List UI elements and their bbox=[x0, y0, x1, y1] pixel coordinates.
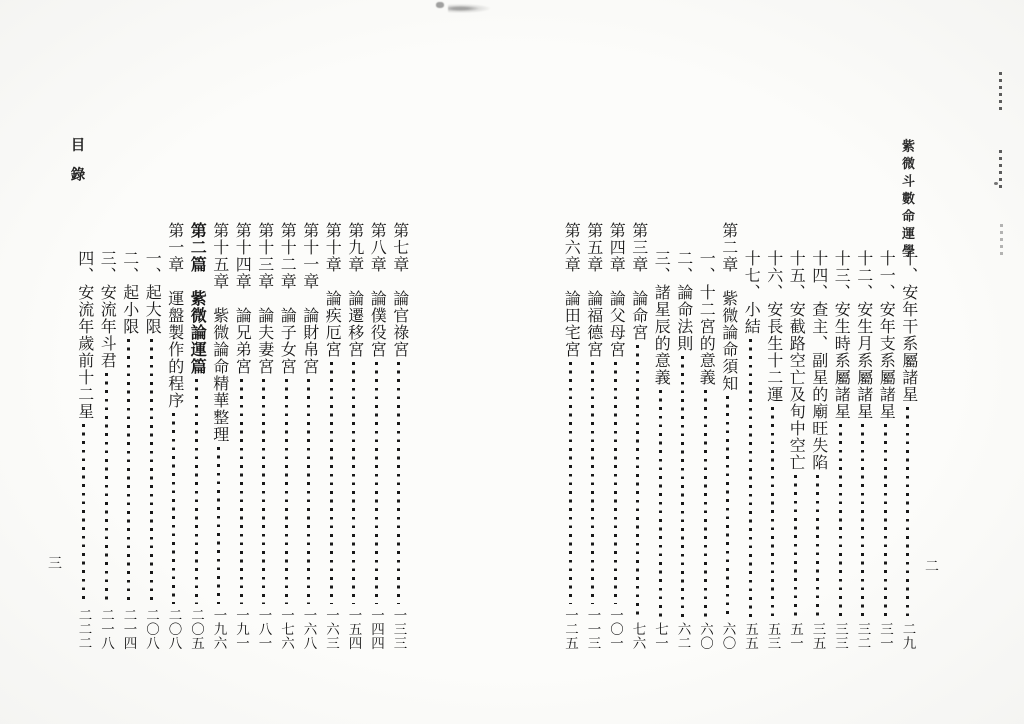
dotted-leader bbox=[330, 362, 333, 604]
toc-entry-title: 第十一章 論財帛宮 bbox=[300, 222, 318, 375]
toc-entry-page: 一一三 bbox=[585, 608, 601, 650]
dotted-leader bbox=[352, 362, 355, 604]
dotted-leader bbox=[636, 345, 639, 618]
toc-entry bbox=[118, 222, 141, 650]
toc-entry-page: 二〇八 bbox=[166, 608, 182, 650]
toc-entry-title: 第九章 論遷移宮 bbox=[345, 222, 363, 358]
toc-entry bbox=[230, 222, 253, 650]
dotted-leader bbox=[240, 379, 243, 604]
dotted-leader bbox=[172, 413, 175, 604]
toc-entry-title: 第十五章 紫微論命精華整理 bbox=[210, 222, 228, 443]
dotted-leader bbox=[105, 373, 108, 604]
dotted-leader bbox=[726, 396, 729, 618]
toc-entry-page: 一八一 bbox=[256, 608, 272, 650]
toc-entry-page: 一九六 bbox=[211, 608, 227, 650]
toc-entry bbox=[739, 222, 762, 650]
toc-entry-title: 十、安年干系屬諸星 bbox=[899, 250, 917, 403]
toc-entry bbox=[604, 222, 627, 650]
toc-entry-page: 二一八 bbox=[99, 608, 114, 650]
toc-entry-title: 十六、安長生十二運 bbox=[764, 250, 782, 403]
toc-entry-title: 第一章 運盤製作的程序 bbox=[165, 222, 183, 409]
dotted-leader bbox=[82, 424, 85, 604]
toc-entry-page: 一六三 bbox=[324, 608, 339, 650]
dotted-leader bbox=[816, 475, 819, 618]
toc-entry bbox=[807, 222, 830, 650]
dotted-leader bbox=[861, 424, 864, 618]
toc-entry-title: 第二篇 紫微論運篇 bbox=[188, 222, 206, 375]
book-title: 紫微斗數命運學 bbox=[900, 139, 915, 262]
toc-entry-title: 三、諸星辰的意義 bbox=[652, 250, 670, 386]
toc-entry-page: 七一 bbox=[653, 622, 668, 650]
dotted-leader bbox=[150, 339, 153, 604]
toc-entry-title: 第十二章 論子女宮 bbox=[278, 222, 296, 375]
left-page-folio: 三 bbox=[48, 557, 62, 572]
toc-left-page bbox=[72, 222, 410, 650]
dotted-leader bbox=[307, 379, 310, 604]
scan-artifact bbox=[994, 182, 998, 185]
toc-entry-page: 一三三 bbox=[391, 608, 407, 650]
toc-entry-title: 十四、查主、副星的廟旺失陷 bbox=[809, 250, 827, 471]
scan-artifact bbox=[436, 2, 444, 8]
toc-entry bbox=[185, 222, 208, 650]
dotted-leader bbox=[127, 339, 130, 604]
scan-artifact bbox=[999, 150, 1002, 192]
toc-entry bbox=[208, 222, 231, 650]
dotted-leader bbox=[681, 356, 684, 618]
dotted-leader bbox=[285, 379, 288, 604]
toc-entry bbox=[582, 222, 605, 650]
toc-entry-title: 十五、安截路空亡及旬中空亡 bbox=[787, 250, 805, 471]
dotted-leader bbox=[262, 379, 265, 604]
toc-entry-page: 二二二 bbox=[76, 608, 92, 650]
toc-entry bbox=[762, 222, 785, 650]
toc-entry-page: 六二 bbox=[675, 622, 691, 650]
toc-entry bbox=[649, 222, 672, 650]
toc-entry-title: 第十四章 論兄弟宮 bbox=[233, 222, 251, 375]
toc-entry bbox=[275, 222, 298, 650]
dotted-leader bbox=[749, 339, 752, 618]
toc-entry-page: 一四四 bbox=[369, 608, 384, 650]
toc-entry-title: 第六章 論田宅宮 bbox=[562, 222, 580, 358]
toc-entry bbox=[388, 222, 411, 650]
toc-entry-title: 十三、安生時系屬諸星 bbox=[832, 250, 850, 420]
toc-entry bbox=[343, 222, 366, 650]
toc-entry-page: 一五四 bbox=[346, 608, 362, 650]
dotted-leader bbox=[397, 362, 400, 604]
toc-entry-page: 六〇 bbox=[720, 622, 736, 650]
scan-artifact bbox=[448, 4, 490, 13]
toc-entry-page: 一〇一 bbox=[608, 608, 623, 650]
toc-entry-page: 一九一 bbox=[234, 608, 249, 650]
toc-entry-title: 四、安流年歲前十二星 bbox=[75, 250, 93, 420]
toc-entry-title: 第十章 論疾厄宮 bbox=[323, 222, 341, 358]
right-page-folio: 二 bbox=[925, 560, 939, 575]
toc-entry bbox=[73, 222, 96, 650]
toc-entry-page: 七六 bbox=[630, 622, 646, 650]
toc-entry bbox=[559, 222, 582, 650]
toc-entry-title: 十一、安年支系屬諸星 bbox=[877, 250, 895, 420]
toc-entry-title: 第十三章 論夫妻宮 bbox=[255, 222, 273, 375]
toc-entry-page: 三三 bbox=[833, 622, 848, 650]
toc-entry-page: 二九 bbox=[900, 622, 916, 650]
toc-entry-title: 第二章 紫微論命須知 bbox=[719, 222, 737, 392]
toc-entry-title: 二、起小限 bbox=[120, 250, 138, 335]
toc-entry-page: 一七六 bbox=[279, 608, 294, 650]
toc-entry-page: 一六八 bbox=[301, 608, 317, 650]
toc-entry-page: 二一四 bbox=[121, 608, 137, 650]
toc-entry bbox=[627, 222, 650, 650]
toc-entry-page: 五一 bbox=[788, 622, 803, 650]
toc-entry bbox=[365, 222, 388, 650]
dotted-leader bbox=[839, 424, 842, 618]
toc-right-page bbox=[559, 222, 919, 650]
dotted-leader bbox=[591, 362, 594, 604]
toc-entry bbox=[852, 222, 875, 650]
toc-entry bbox=[717, 222, 740, 650]
dotted-leader bbox=[906, 407, 909, 618]
dotted-leader bbox=[217, 447, 220, 604]
dotted-leader bbox=[195, 379, 198, 604]
toc-entry-title: 三、安流年斗君 bbox=[98, 250, 116, 369]
toc-entry-page: 五三 bbox=[765, 622, 781, 650]
toc-entry-page: 二〇八 bbox=[144, 608, 159, 650]
dotted-leader bbox=[569, 362, 572, 604]
toc-entry-page: 三五 bbox=[810, 622, 826, 650]
dotted-leader bbox=[704, 390, 707, 618]
toc-entry-page: 六〇 bbox=[698, 622, 713, 650]
toc-entry bbox=[829, 222, 852, 650]
scan-artifact bbox=[1000, 224, 1003, 256]
toc-entry bbox=[140, 222, 163, 650]
toc-entry-title: 第五章 論福德宮 bbox=[584, 222, 602, 358]
dotted-leader bbox=[794, 475, 797, 618]
toc-entry bbox=[298, 222, 321, 650]
toc-entry-page: 三二 bbox=[855, 622, 871, 650]
toc-entry bbox=[694, 222, 717, 650]
dotted-leader bbox=[659, 390, 662, 618]
toc-entry-title: 第三章 論命宮 bbox=[629, 222, 647, 341]
dotted-leader bbox=[375, 362, 378, 604]
toc-entry bbox=[897, 222, 920, 650]
toc-entry-title: 第四章 論父母宮 bbox=[607, 222, 625, 358]
dotted-leader bbox=[771, 407, 774, 618]
toc-entry bbox=[784, 222, 807, 650]
toc-entry-page: 一二五 bbox=[563, 608, 578, 650]
toc-entry bbox=[253, 222, 276, 650]
toc-entry-page: 三一 bbox=[878, 622, 893, 650]
toc-entry bbox=[672, 222, 695, 650]
toc-entry-title: 二、論命法則 bbox=[674, 250, 692, 352]
toc-entry bbox=[95, 222, 118, 650]
toc-entry-title: 第七章 論官祿宮 bbox=[390, 222, 408, 358]
toc-entry bbox=[163, 222, 186, 650]
dotted-leader bbox=[884, 424, 887, 618]
toc-entry bbox=[874, 222, 897, 650]
toc-entry-page: 二〇五 bbox=[189, 608, 204, 650]
toc-entry-page: 五五 bbox=[743, 622, 758, 650]
toc-entry-title: 一、十二宮的意義 bbox=[697, 250, 715, 386]
toc-entry-title: 一、起大限 bbox=[143, 250, 161, 335]
toc-entry bbox=[320, 222, 343, 650]
scan-artifact bbox=[999, 72, 1002, 112]
toc-header-label: 目錄 bbox=[68, 137, 85, 196]
toc-entry-title: 十二、安生月系屬諸星 bbox=[854, 250, 872, 420]
dotted-leader bbox=[614, 362, 617, 604]
toc-entry-title: 十七、小結 bbox=[742, 250, 760, 335]
toc-entry-title: 第八章 論僕役宮 bbox=[368, 222, 386, 358]
